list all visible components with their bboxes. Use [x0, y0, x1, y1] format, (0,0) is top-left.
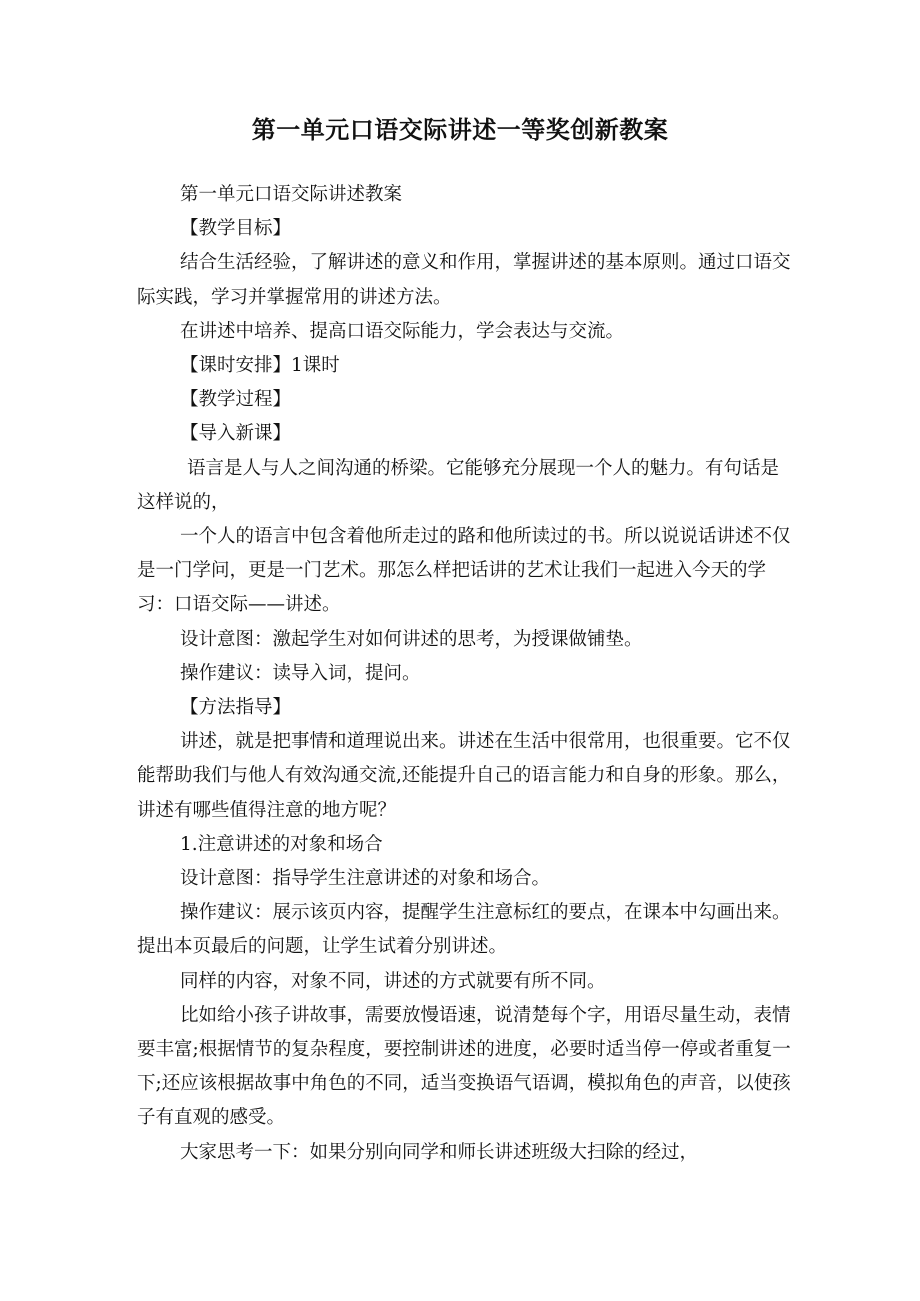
paragraph: 在讲述中培养、提高口语交际能力，学会表达与交流。: [180, 320, 625, 342]
numbered-point: 1.注意讲述的对象和场合: [180, 833, 383, 855]
paragraph: 设计意图：指导学生注意讲述的对象和场合。: [180, 868, 551, 890]
paragraph: 同样的内容，对象不同，讲述的方式就要有所不同。: [180, 970, 606, 992]
document-body: [137, 178, 793, 1170]
paragraph: 结合生活经验，了解讲述的意义和作用，掌握讲述的基本原则。通过口语交际实践，学习并掌握常用的讲述方法。: [137, 252, 791, 308]
section-heading-method-guidance: 【方法指导】: [180, 697, 292, 719]
paragraph: 比如给小孩子讲故事，需要放慢语速，说清楚每个字，用语尽量生动，表情要丰富;根据情节的复杂程度，要控制讲述的进度，必要时适当停一停或者重复一下;还应该根据故事中角色的不同，适当变换语气语调，模拟角色的声音，以使孩子有直观的感受。: [137, 1004, 791, 1129]
paragraph: 语言是人与人之间沟通的桥梁。它能够充分展现一个人的魅力。有句话是这样说的，: [137, 457, 780, 513]
section-heading-class-hours: 【课时安排】1课时: [180, 355, 340, 377]
lesson-plan-subtitle: 第一单元口语交际讲述教案: [180, 184, 403, 205]
section-heading-teaching-process: 【教学过程】: [180, 389, 292, 411]
paragraph: 一个人的语言中包含着他所走过的路和他所读过的书。所以说说话讲述不仅是一门学问，更是一门艺术。那怎么样把话讲的艺术让我们一起进入今天的学习：口语交际——讲述。: [137, 526, 791, 616]
paragraph: 大家思考一下：如果分别向同学和师长讲述班级大扫除的经过，: [180, 1141, 699, 1163]
section-heading-introduction: 【导入新课】: [180, 423, 292, 445]
document-title: 第一单元口语交际讲述一等奖创新教案: [251, 116, 669, 144]
paragraph: 操作建议：展示该页内容，提醒学生注意标红的要点，在课本中勾画出来。提出本页最后的问题，让学生试着分别讲述。: [137, 902, 791, 958]
paragraph: 操作建议：读导入词，提问。: [180, 662, 421, 684]
paragraph: 讲述，就是把事情和道理说出来。讲述在生活中很常用，也很重要。它不仅能帮助我们与他人有效沟通交流,还能提升自己的语言能力和自身的形象。那么，讲述有哪些值得注意的地方呢？: [137, 731, 791, 821]
paragraph: 设计意图：激起学生对如何讲述的思考，为授课做铺垫。: [180, 628, 643, 650]
section-heading-teaching-goals: 【教学目标】: [180, 218, 292, 240]
